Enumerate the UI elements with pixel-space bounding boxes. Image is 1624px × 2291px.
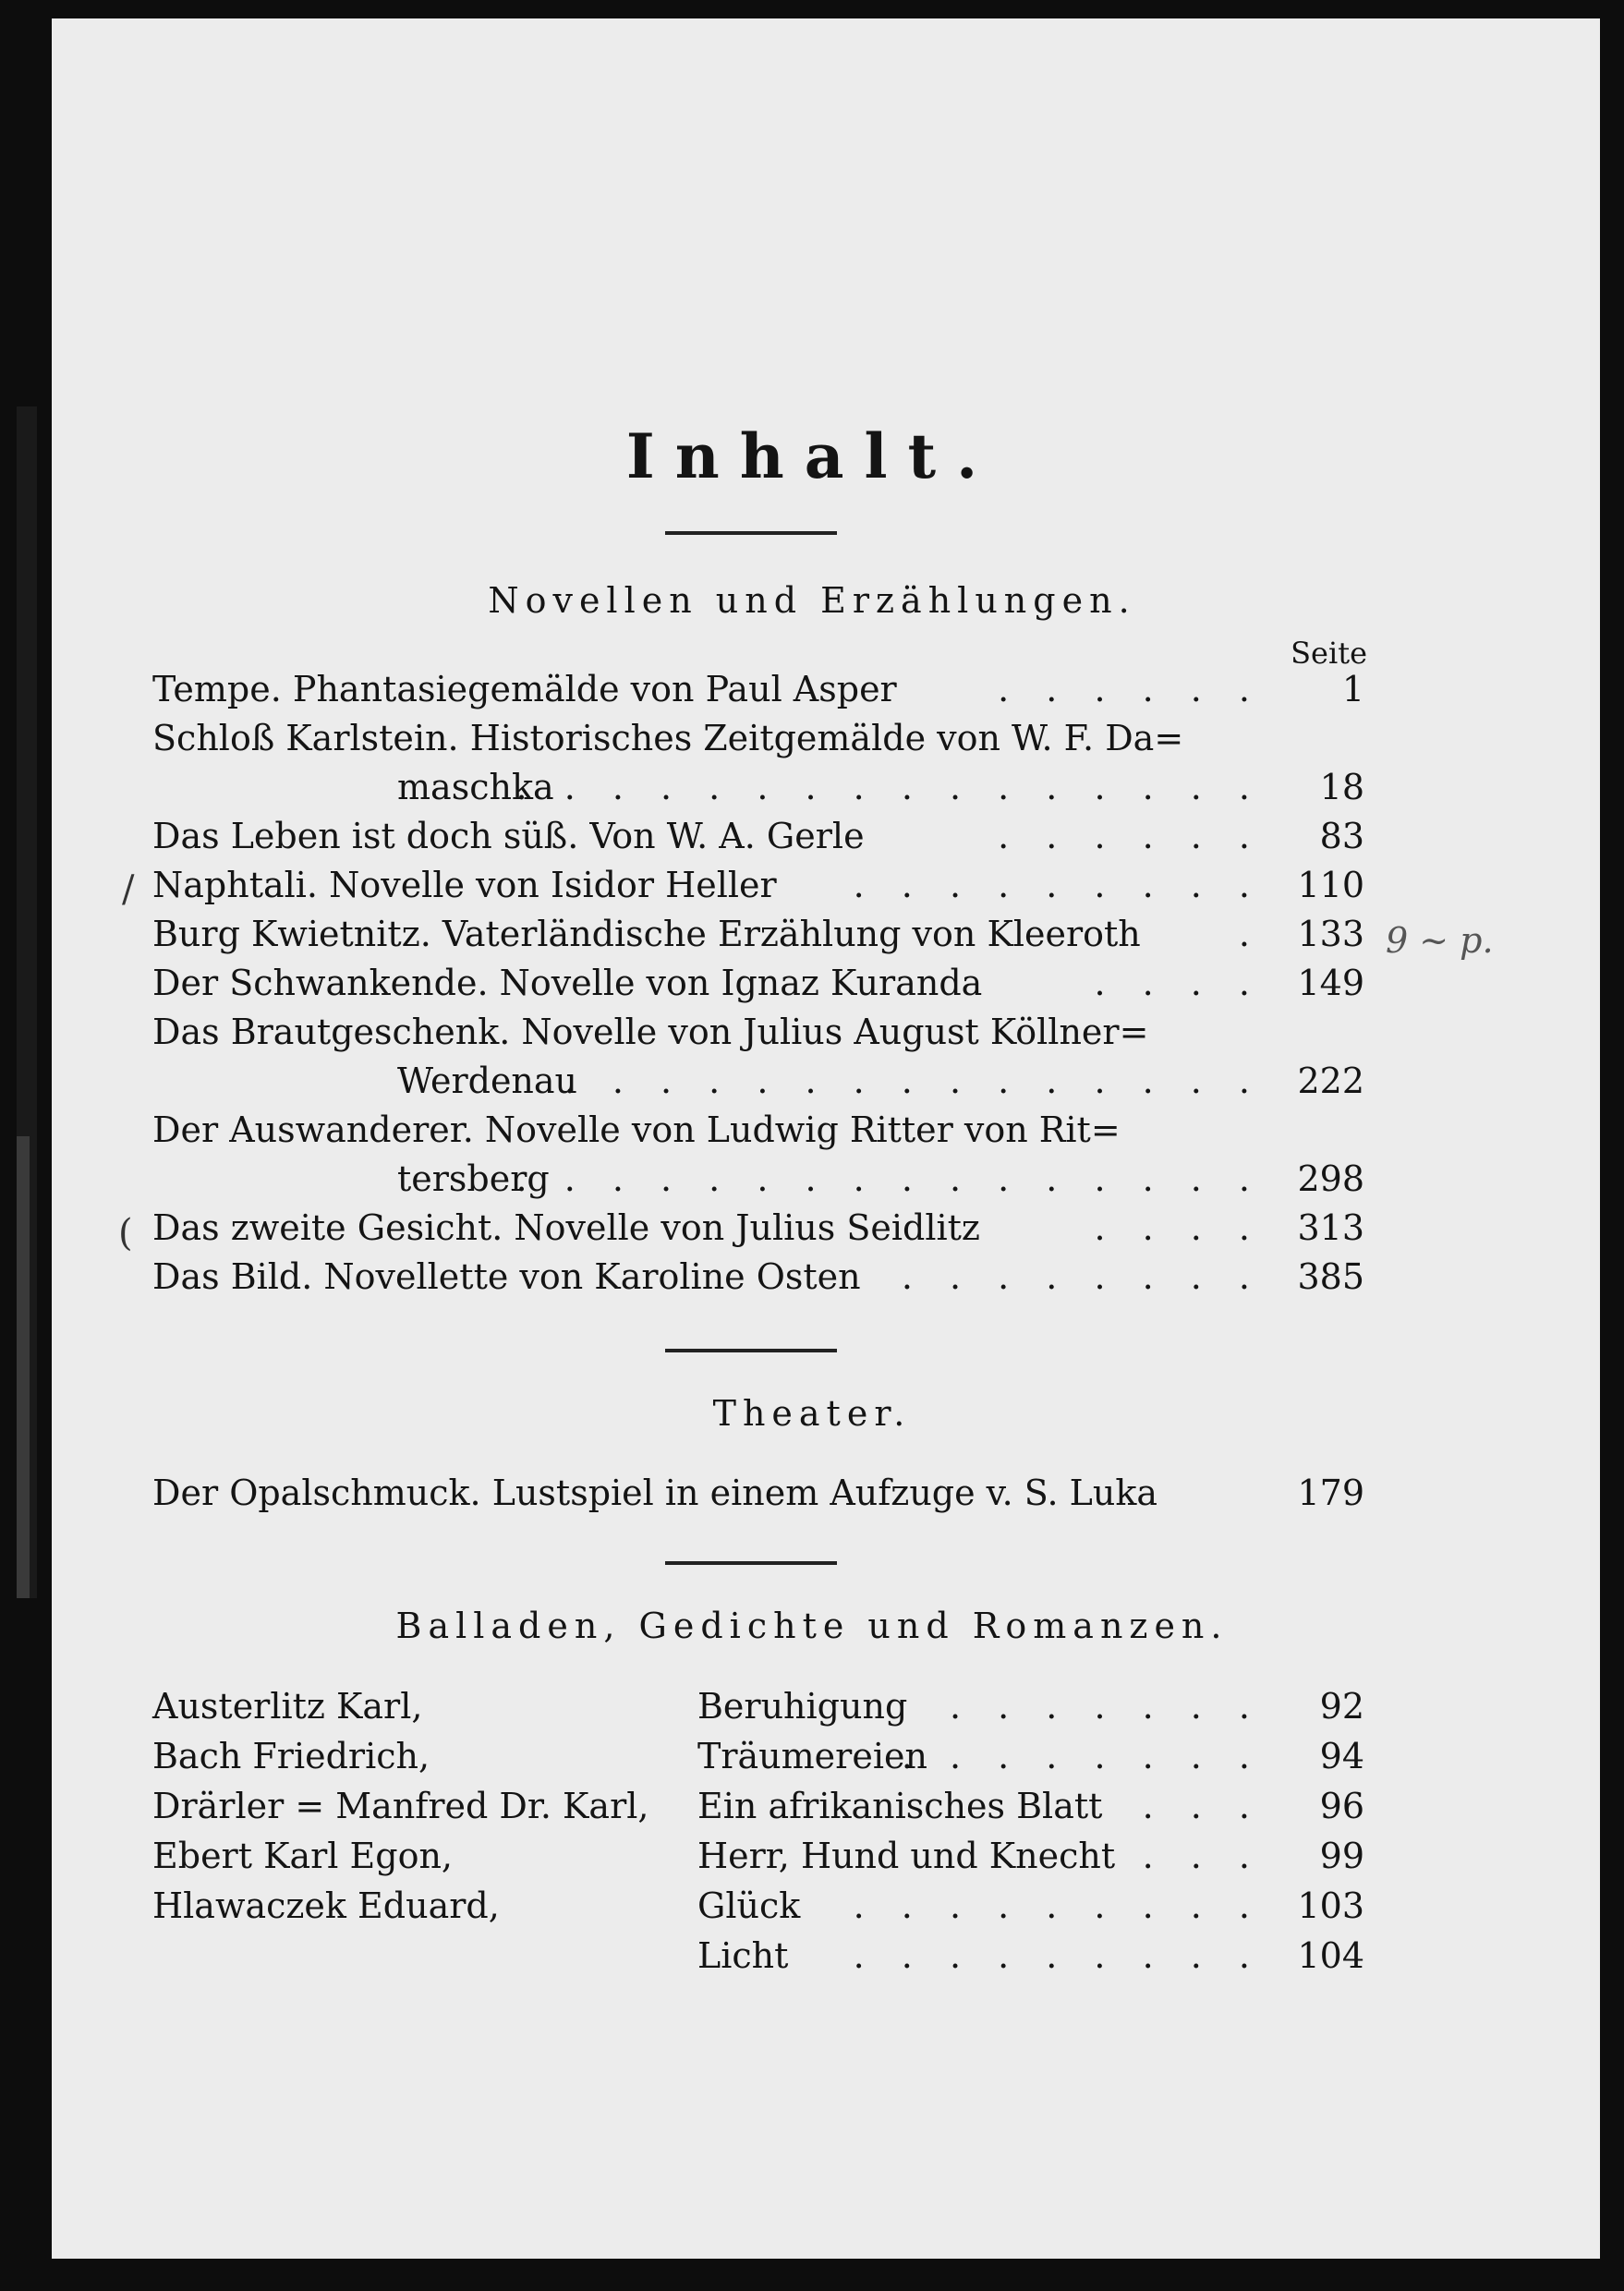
leader-dots: . . . . . . . . . [853, 1935, 1263, 1976]
toc-entry [152, 1204, 1364, 1253]
entry-page: 104 [1297, 1935, 1364, 1976]
poem-title: Ein afrikanisches Blatt [697, 1786, 1103, 1826]
entry-title: Das Brautgeschenk. Novelle von Julius August Köllner= [152, 1012, 1149, 1052]
entry-page: 313 [1297, 1207, 1364, 1248]
poem-entry [152, 1731, 1364, 1781]
poem-entry [152, 1681, 1364, 1731]
entry-page: 92 [1319, 1686, 1364, 1727]
leader-dots: . . . . [1094, 1207, 1263, 1248]
novellen-list [152, 665, 1364, 1302]
entry-page: 99 [1319, 1836, 1364, 1876]
leader-dots: . . . . . . . . [901, 1256, 1263, 1297]
entry-title: maschka [397, 767, 554, 807]
poem-author: Austerlitz Karl, [152, 1686, 423, 1727]
leader-dots: . . . . . . . . . [853, 865, 1263, 905]
poem-author: Ebert Karl Egon, [152, 1836, 454, 1876]
leader-dots: . . . . . . . . . . . . . . . . [515, 1158, 1263, 1199]
toc-entry [152, 665, 1364, 714]
poem-entry [152, 1881, 1364, 1931]
leader-dots: . . . . . . [998, 669, 1263, 709]
entry-page: 385 [1297, 1256, 1364, 1297]
toc-entry [152, 1008, 1364, 1057]
toc-entry [152, 1253, 1364, 1302]
leader-dots: . . . . [1094, 963, 1263, 1003]
entry-title: Burg Kwietnitz. Vaterländische Erzählung von Kleeroth [152, 914, 1141, 954]
entry-page: 94 [1319, 1736, 1364, 1776]
entry-title: Schloß Karlstein. Historisches Zeitgemälde von W. F. Da= [152, 718, 1184, 758]
leader-dots: . [1238, 914, 1263, 954]
entry-title: Das Bild. Novellette von Karoline Osten [152, 1256, 861, 1297]
poem-title: Licht [697, 1935, 789, 1976]
toc-entry [152, 959, 1364, 1008]
leader-dots: . . . . . . . . . . . . . . . [564, 1061, 1263, 1101]
divider [665, 1561, 837, 1565]
entry-page: 96 [1319, 1786, 1364, 1826]
entry-page: 149 [1297, 963, 1364, 1003]
entry-title: Der Opalschmuck. Lustspiel in einem Aufzuge v. S. Luka [152, 1473, 1158, 1513]
page-title: Inhalt. [625, 420, 999, 492]
leader-dots: . . . . . . . . . [853, 1885, 1263, 1926]
toc-entry [152, 910, 1364, 959]
poem-title: Träumereien [697, 1736, 927, 1776]
entry-page: 298 [1297, 1158, 1364, 1199]
poem-title: Glück [697, 1885, 801, 1926]
entry-title: Das zweite Gesicht. Novelle von Julius Seidlitz [152, 1207, 980, 1248]
leader-dots: . . . [1142, 1786, 1263, 1826]
toc-entry [152, 1057, 1364, 1106]
poem-entry [152, 1931, 1364, 1981]
entry-title: Das Leben ist doch süß. Von W. A. Gerle [152, 816, 865, 856]
divider [665, 531, 837, 535]
section-heading-balladen: Balladen, Gedichte und Romanzen. [395, 1606, 1229, 1646]
leader-dots: . . . . . . . . [901, 1736, 1263, 1776]
poem-title: Herr, Hund und Knecht [697, 1836, 1116, 1876]
entry-title: Tempe. Phantasiegemälde von Paul Asper [152, 669, 897, 709]
toc-entry [152, 861, 1364, 910]
entry-page: 110 [1297, 865, 1364, 905]
toc-entry [152, 1155, 1364, 1204]
entry-page: 83 [1319, 816, 1364, 856]
toc-entry [152, 812, 1364, 861]
divider [665, 1349, 837, 1352]
page-column-label: Seite [1291, 636, 1367, 671]
toc-entry [152, 714, 1364, 763]
balladen-list [152, 1681, 1364, 1981]
entry-page: 1 [1341, 669, 1364, 709]
poem-author: Hlawaczek Eduard, [152, 1885, 500, 1926]
entry-title: Der Auswanderer. Novelle von Ludwig Ritter von Rit= [152, 1109, 1121, 1150]
leader-dots: . . . [1142, 1836, 1263, 1876]
poem-author: Drärler = Manfred Dr. Karl, [152, 1786, 649, 1826]
section-heading-novellen: Novellen und Erzählungen. [488, 580, 1136, 621]
poem-entry [152, 1781, 1364, 1831]
entry-page: 133 [1297, 914, 1364, 954]
pencil-tick-mark: ( [118, 1212, 133, 1255]
leader-dots: . . . . . . . [949, 1686, 1263, 1727]
entry-title: tersberg [397, 1158, 550, 1199]
poem-entry [152, 1831, 1364, 1881]
handwritten-margin-note: 9 ~ p. [1386, 920, 1494, 961]
toc-entry [152, 1106, 1364, 1155]
leader-dots: . . . . . . . . . . . . . . . . [515, 767, 1263, 807]
poem-title: Beruhigung [697, 1686, 908, 1727]
poem-author: Bach Friedrich, [152, 1736, 430, 1776]
entry-title: Der Schwankende. Novelle von Ignaz Kuranda [152, 963, 983, 1003]
leader-dots: . . . . . . [998, 816, 1263, 856]
entry-page: 103 [1297, 1885, 1364, 1926]
entry-page: 18 [1319, 767, 1364, 807]
entry-page: 179 [1297, 1473, 1364, 1513]
entry-title: Werdenau [397, 1061, 578, 1101]
entry-page: 222 [1297, 1061, 1364, 1101]
toc-entry [152, 763, 1364, 812]
entry-title: Naphtali. Novelle von Isidor Heller [152, 865, 777, 905]
binding-edge-shadow [17, 1136, 30, 1598]
section-heading-theater: Theater. [712, 1393, 912, 1434]
theater-entry [152, 1469, 1364, 1518]
pencil-tick-mark: / [122, 868, 135, 911]
